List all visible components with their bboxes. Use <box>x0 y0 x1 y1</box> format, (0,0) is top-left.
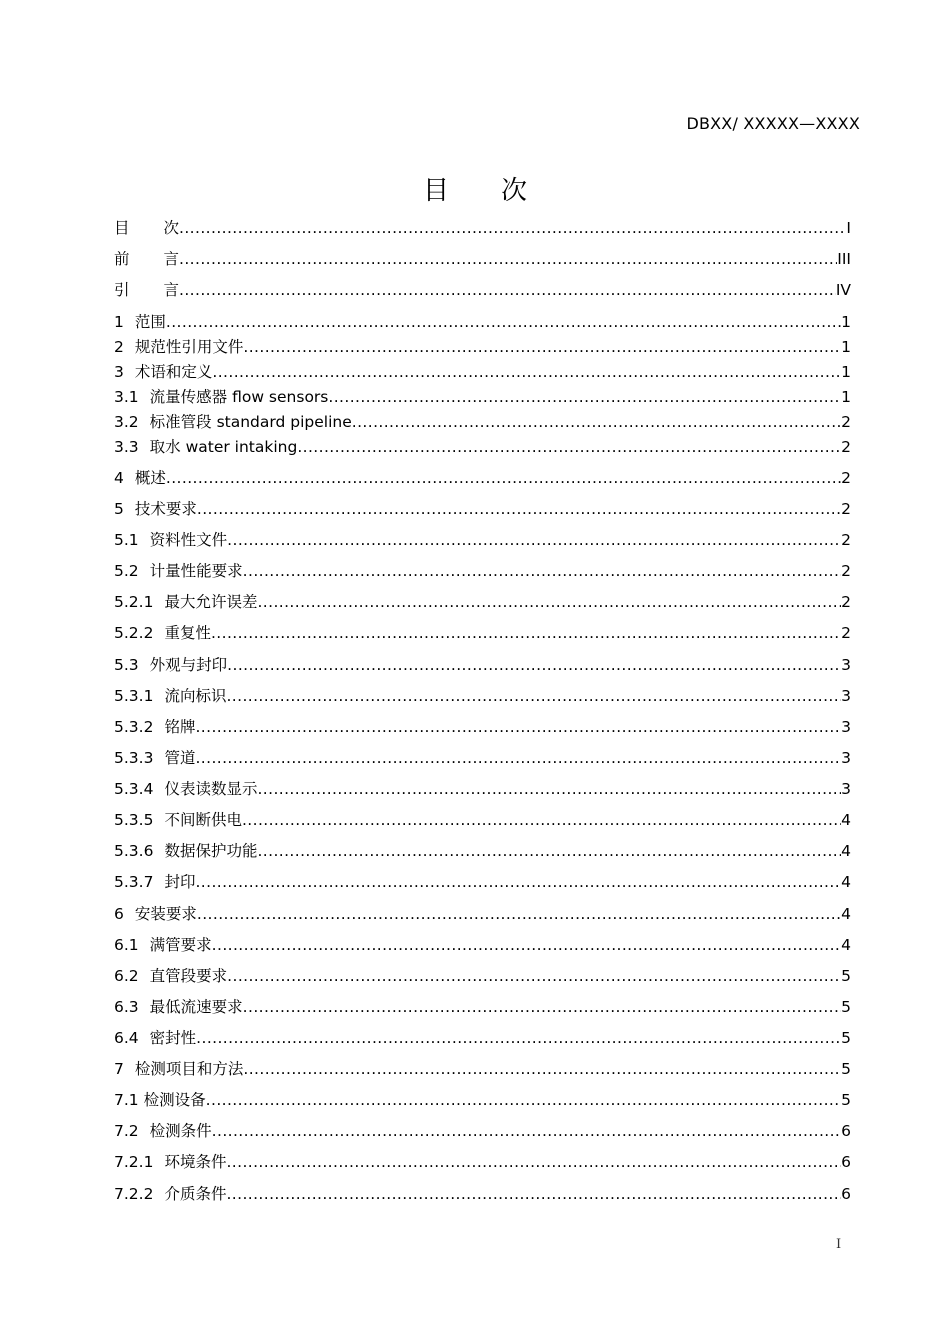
toc-entry-label <box>114 247 179 271</box>
toc-entry-title: 前 <box>114 250 130 268</box>
toc-entry-title: 铭牌 <box>164 718 196 736</box>
toc-entry-title: 仪表读数显示 <box>164 780 258 798</box>
toc-entry[interactable] <box>114 995 851 1019</box>
toc-entry-title: 次 <box>163 219 180 237</box>
toc-entry-page: 2 <box>841 500 851 518</box>
toc-entry-label <box>114 360 212 384</box>
toc-entry-title: 最低流速要求 <box>149 998 243 1016</box>
toc-entry-label <box>114 1026 196 1050</box>
toc-entry-label <box>114 1150 226 1174</box>
toc-entry-page: 5 <box>841 1029 851 1047</box>
toc-dot-leader <box>196 1026 841 1050</box>
toc-dot-leader <box>166 310 841 334</box>
toc-entry[interactable] <box>114 497 851 521</box>
toc-dot-leader <box>227 528 841 552</box>
toc-entry[interactable] <box>114 777 851 801</box>
toc-entry-title: 检测设备 <box>143 1091 206 1109</box>
toc-entry-page: 5 <box>841 967 851 985</box>
toc-entry[interactable] <box>114 933 851 957</box>
toc-entry-label <box>114 902 197 926</box>
toc-entry-label <box>114 435 297 459</box>
toc-dot-leader <box>212 1119 841 1143</box>
toc-dot-leader <box>195 870 841 894</box>
toc-entry-title: 范围 <box>134 313 166 331</box>
toc-entry-page: 1 <box>841 388 851 406</box>
toc-entry-title: 直管段要求 <box>149 967 228 985</box>
toc-entry-label <box>114 385 328 409</box>
toc-entry-label <box>114 839 257 863</box>
toc-entry[interactable] <box>114 435 851 459</box>
toc-entry-number: 3.3 <box>114 438 139 456</box>
toc-entry[interactable] <box>114 839 851 863</box>
toc-entry-title: 计量性能要求 <box>149 562 243 580</box>
toc-dot-leader <box>179 216 846 240</box>
toc-entry[interactable] <box>114 466 851 490</box>
toc-entry-label <box>114 684 226 708</box>
toc-entry[interactable] <box>114 385 851 409</box>
toc-entry-label <box>114 621 211 645</box>
toc-entry-label <box>114 497 197 521</box>
toc-entry[interactable] <box>114 528 851 552</box>
toc-entry-number: 5.3.7 <box>114 873 154 891</box>
toc-entry-page: 3 <box>841 749 851 767</box>
toc-entry-title: 概述 <box>134 469 166 487</box>
toc-entry-title: 规范性引用文件 <box>134 338 244 356</box>
toc-dot-leader <box>257 839 841 863</box>
toc-dot-leader <box>166 466 841 490</box>
toc-dot-leader <box>212 360 841 384</box>
toc-dot-leader <box>195 715 841 739</box>
toc-dot-leader <box>179 247 837 271</box>
toc-entry-label <box>114 335 243 359</box>
toc-entry-label <box>114 746 195 770</box>
toc-entry[interactable] <box>114 684 851 708</box>
toc-entry-number: 3.2 <box>114 413 139 431</box>
toc-entry-page: 4 <box>841 842 851 860</box>
toc-entry-title: 流量传感器 flow sensors <box>149 388 329 406</box>
toc-entry-title: 介质条件 <box>164 1185 227 1203</box>
toc-entry-number: 3.1 <box>114 388 139 406</box>
toc-entry[interactable] <box>114 1182 851 1206</box>
toc-entry[interactable] <box>114 902 851 926</box>
toc-entry-title: 言 <box>163 281 180 299</box>
toc-entry[interactable] <box>114 1026 851 1050</box>
toc-entry-number: 5.3.6 <box>114 842 154 860</box>
toc-entry-number: 5 <box>114 500 124 518</box>
toc-entry[interactable] <box>114 216 851 240</box>
toc-entry-number: 5.2 <box>114 562 139 580</box>
toc-dot-leader <box>243 335 841 359</box>
toc-entry-page: 3 <box>841 780 851 798</box>
toc-entry-number: 5.3.2 <box>114 718 154 736</box>
toc-entry-title: 资料性文件 <box>149 531 228 549</box>
toc-entry[interactable] <box>114 870 851 894</box>
toc-entry-page: I <box>846 219 851 237</box>
toc-entry-page: 2 <box>841 624 851 642</box>
toc-entry-title: 满管要求 <box>149 936 212 954</box>
toc-entry-label <box>114 410 352 434</box>
toc-entry-label <box>114 870 195 894</box>
toc-entry-page: 6 <box>841 1122 851 1140</box>
toc-entry-number: 6.4 <box>114 1029 139 1047</box>
toc-entry-page: III <box>837 250 851 268</box>
toc-entry-page: 4 <box>841 811 851 829</box>
toc-entry-title: 封印 <box>164 873 196 891</box>
toc-dot-leader <box>226 1182 841 1206</box>
toc-title <box>0 170 950 207</box>
toc-entry-label <box>114 1088 206 1112</box>
toc-dot-leader <box>227 964 841 988</box>
toc-entry-title: 技术要求 <box>134 500 197 518</box>
toc-entry-title: 标准管段 standard pipeline <box>149 413 352 431</box>
toc-entry-label <box>114 715 195 739</box>
toc-entry[interactable] <box>114 559 851 583</box>
toc-entry-number: 5.1 <box>114 531 139 549</box>
toc-entry-title: 不间断供电 <box>164 811 242 829</box>
toc-entry-number: 5.3 <box>114 656 139 674</box>
toc-entry-label <box>114 559 243 583</box>
toc-entry-label <box>114 466 166 490</box>
toc-entry-page: 5 <box>841 998 851 1016</box>
toc-entry-title: 环境条件 <box>164 1153 227 1171</box>
toc-entry-number: 6 <box>114 905 124 923</box>
toc-entry-label <box>114 590 257 614</box>
toc-entry-title: 重复性 <box>164 624 211 642</box>
toc-entry-page: 4 <box>841 936 851 954</box>
toc-dot-leader <box>328 385 841 409</box>
toc-entry-title: 目 <box>114 219 130 237</box>
toc-entry[interactable] <box>114 808 851 832</box>
toc-entry-page: 2 <box>841 531 851 549</box>
toc-entry-label <box>114 995 243 1019</box>
toc-entry[interactable] <box>114 1150 851 1174</box>
toc-entry-label <box>114 933 212 957</box>
toc-entry-page: 4 <box>841 873 851 891</box>
toc-entry-page: 3 <box>841 656 851 674</box>
toc-entry[interactable] <box>114 590 851 614</box>
toc-entry-number: 5.3.1 <box>114 687 154 705</box>
toc-entry[interactable] <box>114 1119 851 1143</box>
toc-dot-leader <box>243 559 841 583</box>
toc-entry[interactable] <box>114 1088 851 1112</box>
toc-entry-label <box>114 1119 212 1143</box>
toc-entry-number: 3 <box>114 363 124 381</box>
toc-entry-title: 检测项目和方法 <box>134 1060 244 1078</box>
toc-entry-page: 1 <box>841 313 851 331</box>
toc-entry-label <box>114 653 227 677</box>
toc-title-char-1: 目 <box>422 176 449 206</box>
toc-dot-leader <box>297 435 841 459</box>
toc-dot-leader <box>195 746 841 770</box>
toc-entry-title: 数据保护功能 <box>164 842 258 860</box>
toc-entry-number: 7.2.1 <box>114 1153 154 1171</box>
toc-dot-leader <box>226 684 841 708</box>
toc-entry-label <box>114 216 179 240</box>
toc-entry[interactable] <box>114 964 851 988</box>
toc-entry-number: 1 <box>114 313 124 331</box>
toc-entry-number: 4 <box>114 469 124 487</box>
toc-entry-page: 5 <box>841 1060 851 1078</box>
toc-entry-page: 6 <box>841 1185 851 1203</box>
toc-dot-leader <box>206 1088 841 1112</box>
toc-entry-page: 2 <box>841 562 851 580</box>
toc-entry[interactable] <box>114 310 851 334</box>
toc-title-char-2: 次 <box>501 176 528 206</box>
toc-entry-title: 言 <box>163 250 180 268</box>
toc-entry[interactable] <box>114 621 851 645</box>
toc-dot-leader <box>227 653 841 677</box>
toc-entry-number: 7.2.2 <box>114 1185 154 1203</box>
toc-entry[interactable] <box>114 746 851 770</box>
toc-entry-number: 7.2 <box>114 1122 139 1140</box>
toc-entry-title: 外观与封印 <box>149 656 228 674</box>
toc-entry-page: IV <box>835 281 851 299</box>
toc-entry-title: 管道 <box>164 749 196 767</box>
toc-entry-number: 5.2.1 <box>114 593 154 611</box>
document-code: DBXX/ XXXXX—XXXX <box>686 114 860 133</box>
footer-page-number: I <box>836 1237 842 1252</box>
toc-dot-leader <box>197 902 841 926</box>
toc-entry[interactable] <box>114 1057 851 1081</box>
toc-entry-title: 取水 water intaking <box>149 438 298 456</box>
toc-entry[interactable] <box>114 278 851 302</box>
toc-entry-label <box>114 964 227 988</box>
toc-dot-leader <box>179 278 836 302</box>
toc-entry-number: 5.2.2 <box>114 624 154 642</box>
toc-entry-number: 6.2 <box>114 967 139 985</box>
toc-dot-leader <box>211 621 841 645</box>
toc-entry-title: 密封性 <box>149 1029 197 1047</box>
toc-entry-page: 3 <box>841 687 851 705</box>
toc-dot-leader <box>197 497 841 521</box>
toc-entry-title: 术语和定义 <box>134 363 213 381</box>
toc-entry-page: 3 <box>841 718 851 736</box>
toc-entry-number: 2 <box>114 338 124 356</box>
toc-entry-page: 5 <box>841 1091 851 1109</box>
toc-entry[interactable] <box>114 335 851 359</box>
toc-entry[interactable] <box>114 410 851 434</box>
toc-entry-number: 5.3.5 <box>114 811 154 829</box>
toc-entry-page: 2 <box>841 413 851 431</box>
toc-entry-number: 6.3 <box>114 998 139 1016</box>
toc-entry-label <box>114 1182 226 1206</box>
toc-entry-title: 检测条件 <box>149 1122 212 1140</box>
toc-entry-page: 1 <box>841 363 851 381</box>
toc-entry-page: 2 <box>841 438 851 456</box>
toc-entry-number: 7.1 <box>114 1091 139 1109</box>
toc-entry-title: 安装要求 <box>134 905 197 923</box>
toc-entry-label <box>114 1057 243 1081</box>
toc-entry-page: 2 <box>841 593 851 611</box>
toc-entry-label <box>114 278 179 302</box>
toc-dot-leader <box>226 1150 841 1174</box>
toc-entry-number: 7 <box>114 1060 124 1078</box>
toc-entry[interactable] <box>114 715 851 739</box>
toc-entry-label <box>114 777 257 801</box>
toc-entry-label <box>114 310 166 334</box>
toc-dot-leader <box>242 808 841 832</box>
toc-entry-page: 4 <box>841 905 851 923</box>
toc-entry-page: 2 <box>841 469 851 487</box>
toc-entry-number: 5.3.3 <box>114 749 154 767</box>
toc-dot-leader <box>257 777 841 801</box>
toc-entry[interactable] <box>114 247 851 271</box>
toc-entry[interactable] <box>114 653 851 677</box>
toc-entry-title: 引 <box>114 281 130 299</box>
toc-entry-page: 6 <box>841 1153 851 1171</box>
toc-dot-leader <box>352 410 841 434</box>
toc-entry-title: 最大允许误差 <box>164 593 258 611</box>
toc-entry-number: 5.3.4 <box>114 780 154 798</box>
toc-dot-leader <box>243 1057 841 1081</box>
toc-entry-title: 流向标识 <box>164 687 227 705</box>
toc-dot-leader <box>212 933 841 957</box>
toc-entry-number: 6.1 <box>114 936 139 954</box>
toc-entry[interactable] <box>114 360 851 384</box>
toc-entry-label <box>114 808 242 832</box>
toc-dot-leader <box>243 995 841 1019</box>
toc-dot-leader <box>257 590 841 614</box>
toc-entry-label <box>114 528 227 552</box>
toc-entry-page: 1 <box>841 338 851 356</box>
